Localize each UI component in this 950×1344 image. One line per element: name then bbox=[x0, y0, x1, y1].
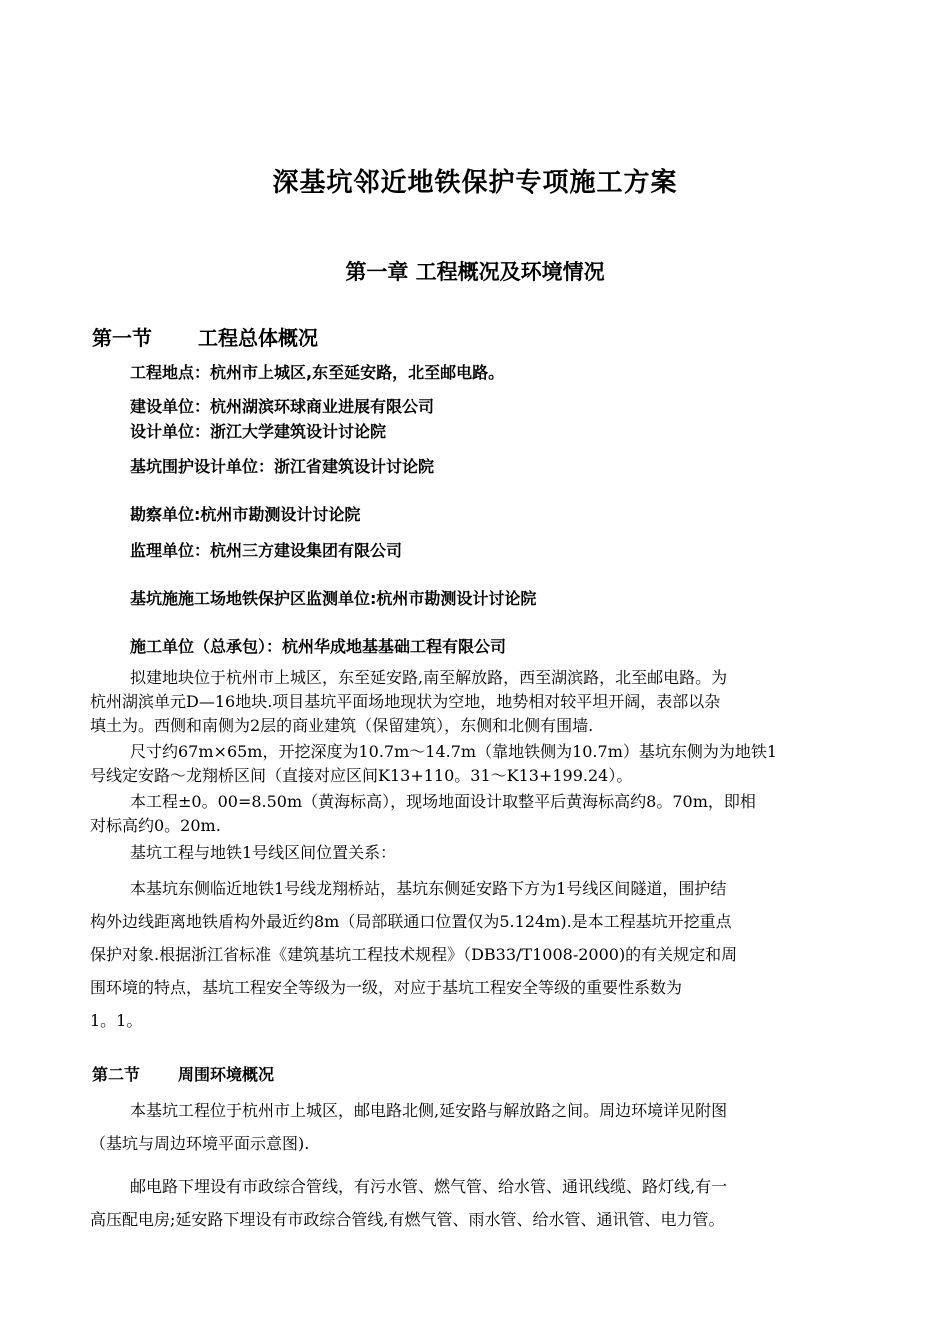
section-heading bbox=[92, 322, 318, 351]
text-line: 高压配电房;延安路下埋设有市政综合管线,有燃气管、雨水管、给水管、通讯管、电力管。 bbox=[90, 1210, 725, 1229]
chapter-heading: 第一章 工程概况及环境情况 bbox=[345, 260, 605, 284]
section-number: 第二节 bbox=[92, 1065, 141, 1084]
section-title: 工程总体概况 bbox=[198, 326, 318, 350]
info-line: 设计单位：浙江大学建筑设计讨论院 bbox=[130, 422, 387, 441]
body-paragraph bbox=[90, 841, 862, 865]
info-line: 基坑围护设计单位：浙江省建筑设计讨论院 bbox=[130, 457, 435, 476]
document-title: 深基坑邻近地铁保护专项施工方案 bbox=[272, 168, 678, 198]
text-line: 保护对象.根据浙江省标准《建筑基坑工程技术规程》（DB33/T1008-2000)的有关规定和周 bbox=[90, 945, 738, 964]
text-line: 围环境的特点，基坑工程安全等级为一级，对应于基坑工程安全等级的重要性系数为 bbox=[90, 978, 683, 997]
info-line: 施工单位（总承包）：杭州华成地基基础工程有限公司 bbox=[130, 637, 507, 656]
body-paragraph bbox=[90, 790, 862, 838]
section-heading bbox=[92, 1062, 274, 1085]
text-line: （基坑与周边环境平面示意图). bbox=[90, 1134, 310, 1153]
body-paragraph bbox=[90, 1170, 862, 1236]
text-line: 邮电路下埋设有市政综合管线，有污水管、燃气管、给水管、通讯线缆、路灯线,有一 bbox=[130, 1177, 728, 1196]
text-line: 杭州湖滨单元D—16地块.项目基坑平面场地现状为空地，地势相对较平坦开阔，表部以杂 bbox=[90, 692, 721, 711]
body-paragraph bbox=[90, 666, 862, 738]
text-line: 本基坑工程位于杭州市上城区，邮电路北侧,延安路与解放路之间。周边环境详见附图 bbox=[130, 1101, 728, 1120]
text-line: 本工程±0。00=8.50m（黄海标高），现场地面设计取整平后黄海标高约8。70m，即相 bbox=[130, 792, 756, 811]
body-paragraph bbox=[90, 1094, 862, 1160]
info-line: 监理单位：杭州三方建设集团有限公司 bbox=[130, 541, 403, 560]
body-paragraph bbox=[90, 740, 862, 788]
text-line: 对标高约0。20m. bbox=[90, 816, 221, 835]
info-line: 建设单位：杭州湖滨环球商业进展有限公司 bbox=[130, 397, 435, 416]
section-number: 第一节 bbox=[92, 326, 152, 350]
info-line: 勘察单位:杭州市勘测设计讨论院 bbox=[130, 505, 361, 524]
text-line: 1。1。 bbox=[90, 1011, 143, 1030]
text-line: 基坑工程与地铁1号线区间位置关系： bbox=[130, 843, 397, 862]
text-line: 构外边线距离地铁盾构外最近约8m（局部联通口位置仅为5.124m).是本工程基坑开挖重点 bbox=[90, 912, 732, 931]
text-line: 尺寸约67m×65m，开挖深度为10.7m～14.7m（靠地铁侧为10.7m）基坑东侧为为地铁1 bbox=[130, 742, 778, 761]
info-line: 基坑施施工场地铁保护区监测单位:杭州市勘测设计讨论院 bbox=[130, 589, 537, 608]
info-line: 工程地点：杭州市上城区,东至延安路，北至邮电路。 bbox=[130, 363, 505, 382]
body-paragraph bbox=[90, 872, 862, 1037]
text-line: 拟建地块位于杭州市上城区，东至延安路,南至解放路，西至湖滨路，北至邮电路。为 bbox=[130, 668, 728, 687]
section-title: 周围环境概况 bbox=[178, 1065, 275, 1084]
text-line: 填土为。西侧和南侧为2层的商业建筑（保留建筑），东侧和北侧有围墙. bbox=[90, 716, 594, 735]
text-line: 号线定安路～龙翔桥区间（直接对应区间K13+110。31～K13+199.24）。 bbox=[90, 766, 633, 785]
text-line: 本基坑东侧临近地铁1号线龙翔桥站，基坑东侧延安路下方为1号线区间隧道，围护结 bbox=[130, 879, 727, 898]
